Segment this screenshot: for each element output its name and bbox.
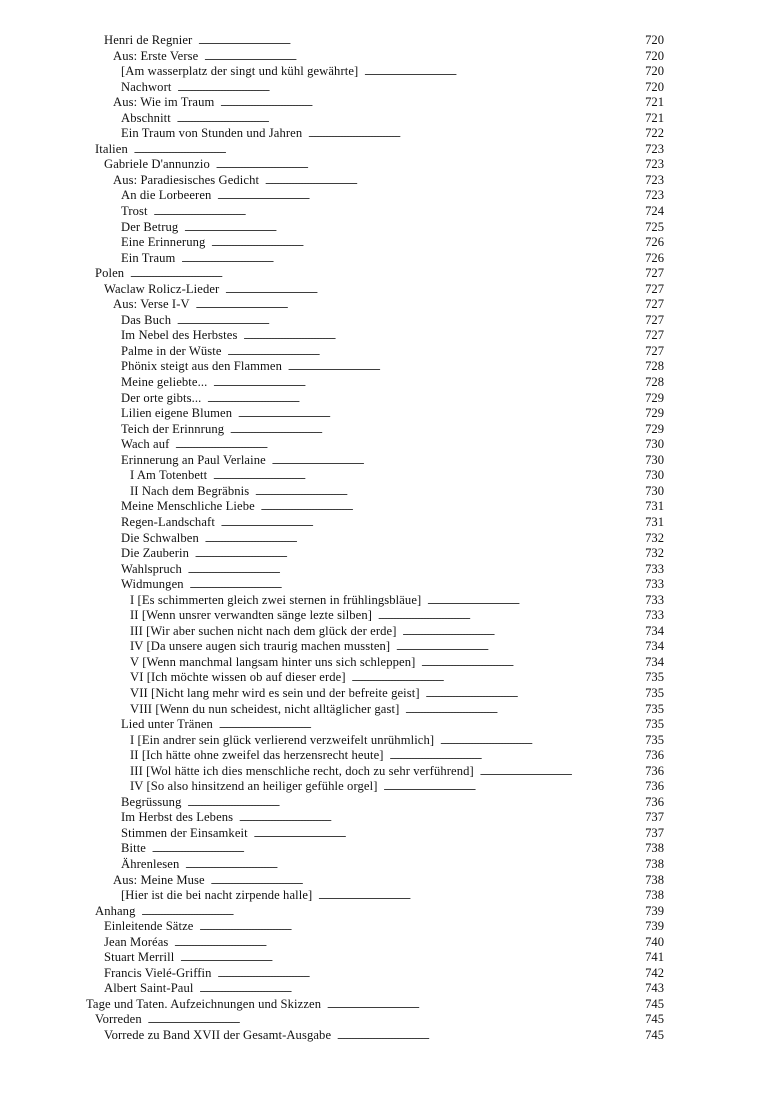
- toc-entry: [0, 593, 770, 609]
- toc-entry-title: Regen-Landschaft: [121, 514, 215, 529]
- toc-entry: [0, 33, 770, 49]
- dot-leader: [221, 515, 640, 531]
- toc-entry-title: Anhang: [95, 903, 136, 918]
- toc-page-number: 727: [645, 312, 664, 327]
- toc-page-number: 735: [645, 670, 664, 685]
- toc-entry-title: I [Ein andrer sein glück verlierend verzweifelt unrühmlich]: [130, 732, 435, 747]
- toc-page-number: 724: [645, 204, 664, 219]
- dot-leader: [243, 328, 640, 344]
- dot-leader: [216, 157, 640, 173]
- toc-entry: [0, 655, 770, 671]
- toc-entry-title: Waclaw Rolicz-Lieder: [104, 281, 220, 296]
- toc-page-number: 739: [645, 903, 664, 918]
- toc-entry-title: Lilien eigene Blumen: [121, 406, 233, 421]
- toc-page-number: 729: [645, 390, 664, 405]
- dot-leader: [288, 359, 640, 375]
- toc-entry: [0, 919, 770, 935]
- toc-entry: [0, 80, 770, 96]
- toc-entry: [0, 251, 770, 267]
- toc-entry-title: I Am Totenbett: [130, 468, 208, 483]
- toc-entry: [0, 406, 770, 422]
- toc-page-number: 741: [645, 950, 664, 965]
- dot-leader: [204, 49, 640, 65]
- toc-entry: [0, 562, 770, 578]
- toc-entry-title: Im Nebel des Herbstes: [121, 328, 238, 343]
- toc-entry: [0, 64, 770, 80]
- toc-entry: [0, 935, 770, 951]
- toc-entry: [0, 391, 770, 407]
- toc-page-number: 733: [645, 592, 664, 607]
- toc-entry-title: Die Schwalben: [121, 530, 199, 545]
- toc-page-number: 737: [645, 810, 664, 825]
- toc-page-number: 728: [645, 359, 664, 374]
- toc-page-number: 745: [645, 996, 664, 1011]
- dot-leader: [205, 531, 640, 547]
- toc-page-number: 740: [645, 934, 664, 949]
- toc-entry: [0, 313, 770, 329]
- toc-entry-title: Aus: Verse I-V: [113, 297, 190, 312]
- toc-entry-title: Meine geliebte...: [121, 375, 208, 390]
- toc-entry: [0, 375, 770, 391]
- dot-leader: [211, 873, 640, 889]
- toc-entry-title: Polen: [95, 266, 125, 281]
- dot-leader: [396, 639, 640, 655]
- toc-page-number: 729: [645, 406, 664, 421]
- toc-entry-title: Abschnitt: [121, 110, 171, 125]
- toc-entry: [0, 157, 770, 173]
- toc-page-number: 737: [645, 825, 664, 840]
- dot-leader: [403, 624, 641, 640]
- toc-entry-title: Aus: Wie im Traum: [113, 95, 215, 110]
- toc-entry: [0, 1028, 770, 1044]
- toc-entry-title: Palme in der Wüste: [121, 343, 222, 358]
- toc-entry-title: Jean Moréas: [104, 934, 169, 949]
- toc-entry: [0, 297, 770, 313]
- toc-page-number: 727: [645, 328, 664, 343]
- toc-entry: [0, 344, 770, 360]
- dot-leader: [180, 950, 640, 966]
- toc-entry: [0, 950, 770, 966]
- toc-entry-title: Eine Erinnerung: [121, 235, 206, 250]
- toc-entry: [0, 779, 770, 795]
- toc-entry-title: Teich der Erinnrung: [121, 421, 225, 436]
- toc-entry: [0, 981, 770, 997]
- dot-leader: [318, 888, 640, 904]
- dot-leader: [177, 80, 640, 96]
- toc-page-number: 731: [645, 499, 664, 514]
- toc-page-number: 723: [645, 188, 664, 203]
- toc-page-number: 727: [645, 266, 664, 281]
- toc-entry-title: II [Wenn unsrer verwandten sänge lezte silben]: [130, 608, 373, 623]
- toc-entry-title: V [Wenn manchmal langsam hinter uns sich schleppen]: [130, 654, 416, 669]
- toc-entry-title: Ein Traum von Stunden und Jahren: [121, 126, 303, 141]
- toc-entry-title: Wahlspruch: [121, 561, 182, 576]
- dot-leader: [177, 111, 640, 127]
- dot-leader: [238, 406, 640, 422]
- toc-entry: [0, 235, 770, 251]
- toc-page-number: 734: [645, 654, 664, 669]
- toc-entry: [0, 997, 770, 1013]
- dot-leader: [187, 795, 640, 811]
- dot-leader: [154, 204, 640, 220]
- dot-leader: [199, 919, 640, 935]
- toc-entry-title: I [Es schimmerten gleich zwei sternen in frühlingsbläue]: [130, 592, 422, 607]
- toc-page-number: 727: [645, 297, 664, 312]
- toc-entry: [0, 188, 770, 204]
- toc-entry-title: Italien: [95, 141, 128, 156]
- dot-leader: [200, 981, 641, 997]
- toc-entry: [0, 888, 770, 904]
- dot-leader: [364, 64, 640, 80]
- toc-entry-title: Trost: [121, 204, 148, 219]
- toc-page-number: 738: [645, 888, 664, 903]
- dot-leader: [225, 282, 640, 298]
- toc-page-number: 723: [645, 172, 664, 187]
- toc-entry: [0, 546, 770, 562]
- toc-entry-title: Vorreden: [95, 1012, 142, 1027]
- toc-page-number: 733: [645, 577, 664, 592]
- toc-page-number: 725: [645, 219, 664, 234]
- toc-entry-title: Die Zauberin: [121, 546, 189, 561]
- dot-leader: [217, 188, 640, 204]
- toc-page-number: 729: [645, 421, 664, 436]
- dot-leader: [378, 608, 640, 624]
- dot-leader: [213, 468, 640, 484]
- toc-entry: [0, 717, 770, 733]
- toc-entry: [0, 966, 770, 982]
- toc-entry-title: III [Wol hätte ich dies menschliche recht, doch zu sehr verführend]: [130, 763, 474, 778]
- toc-entry: [0, 422, 770, 438]
- toc-entry-title: VIII [Wenn du nun scheidest, nicht alltäglicher gast]: [130, 701, 400, 716]
- dot-leader: [174, 935, 640, 951]
- toc-entry: [0, 531, 770, 547]
- toc-entry: [0, 468, 770, 484]
- toc-entry: [0, 841, 770, 857]
- toc-entry: [0, 126, 770, 142]
- toc-entry: [0, 282, 770, 298]
- toc-entry: [0, 515, 770, 531]
- toc-entry: [0, 499, 770, 515]
- dot-leader: [175, 437, 640, 453]
- toc-entry-title: Einleitende Sätze: [104, 919, 194, 934]
- dot-leader: [440, 733, 640, 749]
- dot-leader: [426, 686, 640, 702]
- toc-entry-title: Lied unter Tränen: [121, 717, 213, 732]
- toc-page-number: 738: [645, 872, 664, 887]
- dot-leader: [218, 966, 640, 982]
- toc-entry: [0, 111, 770, 127]
- toc-entry-title: [Am wasserplatz der singt und kühl gewährte]: [121, 64, 359, 79]
- toc-entry-title: VI [Ich möchte wissen ob auf dieser erde]: [130, 670, 346, 685]
- toc-entry-title: Henri de Regnier: [104, 33, 193, 47]
- toc-entry-title: Phönix steigt aus den Flammen: [121, 359, 283, 374]
- toc-entry-title: IV [So also hinsitzend an heiliger gefühle orgel]: [130, 779, 378, 794]
- toc-page-number: 739: [645, 919, 664, 934]
- dot-leader: [421, 655, 640, 671]
- toc-entry: [0, 608, 770, 624]
- toc-page-number: 720: [645, 33, 664, 47]
- toc-entry-title: Das Buch: [121, 312, 172, 327]
- toc-entry: [0, 220, 770, 236]
- toc-entry-title: Albert Saint-Paul: [104, 981, 194, 996]
- toc-page-number: 738: [645, 856, 664, 871]
- toc-entry: [0, 437, 770, 453]
- toc-entry-title: Erinnerung an Paul Verlaine: [121, 452, 266, 467]
- toc-page-number: 727: [645, 343, 664, 358]
- toc-page-number: 730: [645, 452, 664, 467]
- toc-page-number: 734: [645, 623, 664, 638]
- toc-page-number: 733: [645, 561, 664, 576]
- toc-page-number: 726: [645, 250, 664, 265]
- toc-entry-title: VII [Nicht lang mehr wird es sein und der befreite geist]: [130, 685, 420, 700]
- dot-leader: [181, 251, 640, 267]
- toc-page-number: 745: [645, 1028, 664, 1042]
- dot-leader: [265, 173, 640, 189]
- toc-page-number: 743: [645, 981, 664, 996]
- toc-page-number: 730: [645, 437, 664, 452]
- dot-leader: [211, 235, 640, 251]
- toc-entry: [0, 1012, 770, 1028]
- toc-entry-title: Aus: Erste Verse: [113, 48, 199, 63]
- toc-page-number: 721: [645, 95, 664, 110]
- dot-leader: [352, 670, 640, 686]
- dot-leader: [195, 546, 640, 562]
- toc-entry-title: Aus: Paradiesisches Gedicht: [113, 172, 260, 187]
- dot-leader: [308, 126, 640, 142]
- toc-page-number: 736: [645, 748, 664, 763]
- toc-entry-title: Gabriele D'annunzio: [104, 157, 210, 172]
- dot-leader: [184, 220, 640, 236]
- toc-entry-title: Der orte gibts...: [121, 390, 202, 405]
- toc-entry: [0, 686, 770, 702]
- toc-page-number: 736: [645, 763, 664, 778]
- dot-leader: [177, 313, 640, 329]
- toc-entry: [0, 733, 770, 749]
- toc-page-number: 742: [645, 965, 664, 980]
- dot-leader: [327, 997, 640, 1013]
- toc-entry: [0, 702, 770, 718]
- toc-page-number: 720: [645, 48, 664, 63]
- toc-entry: [0, 453, 770, 469]
- toc-entry-title: IV [Da unsere augen sich traurig machen mussten]: [130, 639, 391, 654]
- toc-page-number: 723: [645, 157, 664, 172]
- toc-page-number: 727: [645, 281, 664, 296]
- toc-entry-title: Meine Menschliche Liebe: [121, 499, 255, 514]
- dot-leader: [198, 33, 640, 49]
- toc-entry: [0, 173, 770, 189]
- dot-leader: [220, 95, 640, 111]
- dot-leader: [239, 810, 640, 826]
- dot-leader: [213, 375, 640, 391]
- toc-entry-title: Bitte: [121, 841, 146, 856]
- toc-entry: [0, 359, 770, 375]
- dot-leader: [390, 748, 640, 764]
- toc-entry-title: III [Wir aber suchen nicht nach dem glück der erde]: [130, 623, 397, 638]
- dot-leader: [152, 841, 640, 857]
- toc-page-number: 723: [645, 141, 664, 156]
- toc-entry: [0, 810, 770, 826]
- toc-entry: [0, 857, 770, 873]
- toc-entry: [0, 142, 770, 158]
- toc-page-number: 722: [645, 126, 664, 141]
- dot-leader: [190, 577, 640, 593]
- toc-entry: [0, 624, 770, 640]
- dot-leader: [230, 422, 640, 438]
- toc-entry: [0, 639, 770, 655]
- dot-leader: [134, 142, 640, 158]
- toc-entry-title: [Hier ist die bei nacht zirpende halle]: [121, 888, 313, 903]
- toc-page-number: 735: [645, 701, 664, 716]
- toc-entry: [0, 204, 770, 220]
- toc-entry: [0, 484, 770, 500]
- dot-leader: [272, 453, 640, 469]
- dot-leader: [255, 484, 640, 500]
- toc-page-number: 720: [645, 64, 664, 79]
- toc-page-number: 735: [645, 732, 664, 747]
- dot-leader: [337, 1028, 640, 1044]
- toc-entry-title: Im Herbst des Lebens: [121, 810, 234, 825]
- toc-page-number: 738: [645, 841, 664, 856]
- toc-page-number: 732: [645, 530, 664, 545]
- dot-leader: [141, 904, 640, 920]
- toc-entry-title: Francis Vielé-Griffin: [104, 965, 212, 980]
- toc-entry-title: Ein Traum: [121, 250, 176, 265]
- dot-leader: [405, 702, 640, 718]
- toc-page-number: 721: [645, 110, 664, 125]
- toc-entry-title: An die Lorbeeren: [121, 188, 212, 203]
- table-of-contents: [0, 33, 770, 1044]
- toc-entry-title: Wach auf: [121, 437, 170, 452]
- toc-page-number: 730: [645, 483, 664, 498]
- toc-entry: [0, 795, 770, 811]
- toc-entry: [0, 266, 770, 282]
- toc-entry: [0, 826, 770, 842]
- dot-leader: [480, 764, 640, 780]
- toc-page-number: 731: [645, 514, 664, 529]
- dot-leader: [196, 297, 640, 313]
- toc-entry-title: Vorrede zu Band XVII der Gesamt-Ausgabe: [104, 1028, 332, 1042]
- toc-entry-title: Der Betrug: [121, 219, 179, 234]
- toc-page-number: 728: [645, 375, 664, 390]
- toc-entry: [0, 577, 770, 593]
- toc-entry-title: II Nach dem Begräbnis: [130, 483, 250, 498]
- toc-entry: [0, 873, 770, 889]
- toc-page-number: 730: [645, 468, 664, 483]
- dot-leader: [228, 344, 640, 360]
- toc-page-number: 726: [645, 235, 664, 250]
- toc-page-number: 745: [645, 1012, 664, 1027]
- toc-entry-title: Widmungen: [121, 577, 184, 592]
- toc-entry: [0, 95, 770, 111]
- toc-page-number: 733: [645, 608, 664, 623]
- dot-leader: [207, 391, 640, 407]
- toc-entry-title: II [Ich hätte ohne zweifel das herzensrecht heute]: [130, 748, 384, 763]
- toc-entry-title: Tage und Taten. Aufzeichnungen und Skizzen: [86, 996, 322, 1011]
- toc-entry: [0, 49, 770, 65]
- toc-entry: [0, 328, 770, 344]
- toc-page-number: 720: [645, 79, 664, 94]
- toc-entry: [0, 904, 770, 920]
- toc-page-number: 735: [645, 685, 664, 700]
- dot-leader: [427, 593, 640, 609]
- toc-entry-title: Nachwort: [121, 79, 172, 94]
- dot-leader: [188, 562, 640, 578]
- toc-page-number: 734: [645, 639, 664, 654]
- toc-entry-title: Stimmen der Einsamkeit: [121, 825, 248, 840]
- toc-entry: [0, 670, 770, 686]
- dot-leader: [384, 779, 640, 795]
- dot-leader: [130, 266, 640, 282]
- toc-page-number: 736: [645, 794, 664, 809]
- toc-page-number: 732: [645, 546, 664, 561]
- toc-entry-title: Ährenlesen: [121, 856, 180, 871]
- toc-page-number: 735: [645, 717, 664, 732]
- dot-leader: [219, 717, 640, 733]
- toc-entry-title: Aus: Meine Muse: [113, 872, 205, 887]
- dot-leader: [185, 857, 640, 873]
- toc-entry: [0, 748, 770, 764]
- toc-page-number: 736: [645, 779, 664, 794]
- toc-entry: [0, 764, 770, 780]
- toc-entry-title: Begrüssung: [121, 794, 182, 809]
- dot-leader: [254, 826, 640, 842]
- toc-entry-title: Stuart Merrill: [104, 950, 175, 965]
- dot-leader: [261, 499, 640, 515]
- dot-leader: [148, 1012, 640, 1028]
